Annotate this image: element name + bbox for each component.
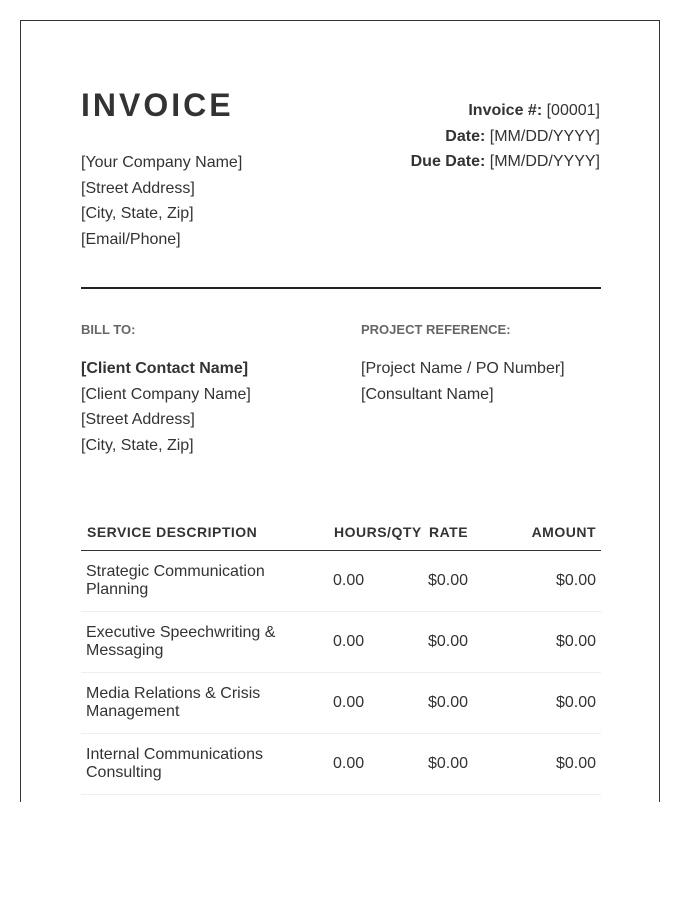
line-items-table: [81, 513, 601, 795]
bill-to-block: [81, 356, 251, 459]
table-row: [81, 673, 601, 734]
invoice-date-row: [411, 124, 600, 150]
invoice-meta: [411, 98, 600, 175]
row-description: [81, 551, 328, 612]
header-qty: HOURS/QTY: [328, 513, 423, 551]
consultant-name: [Consultant Name]: [361, 385, 494, 403]
header-divider: [81, 287, 601, 289]
row-rate: $0.00: [423, 673, 503, 734]
header-amount: AMOUNT: [503, 513, 601, 551]
company-name: [Your Company Name]: [81, 154, 243, 171]
description-line: Internal Communications: [86, 746, 263, 763]
description-line: Messaging: [86, 642, 164, 659]
invoice-date-value: [MM/DD/YYYY]: [489, 127, 600, 145]
invoice-page: [20, 20, 660, 802]
description-line: Strategic Communication: [86, 563, 265, 580]
invoice-number-value: [00001]: [546, 102, 600, 119]
invoice-number-label: Invoice #:: [468, 102, 543, 119]
table-row: [81, 734, 601, 795]
company-street: [Street Address]: [81, 179, 195, 197]
table-row: [81, 551, 601, 612]
project-reference-label: PROJECT REFERENCE:: [361, 322, 511, 337]
row-qty: 0.00: [328, 734, 423, 795]
due-date-label: Due Date:: [410, 153, 486, 171]
client-street: [Street Address]: [81, 411, 195, 429]
due-date-value: [MM/DD/YYYY]: [489, 153, 600, 171]
header-rate: RATE: [423, 513, 503, 551]
description-line: Executive Speechwriting &: [86, 624, 276, 641]
due-date-row: [411, 149, 600, 175]
project-block: [361, 356, 565, 407]
client-contact-name: [Client Contact Name]: [81, 360, 249, 377]
row-description: [81, 734, 328, 795]
project-name: [Project Name / PO Number]: [361, 360, 565, 377]
description-line: Planning: [86, 581, 149, 598]
row-amount: $0.00: [503, 551, 601, 612]
invoice-date-label: Date:: [445, 127, 486, 145]
row-qty: 0.00: [328, 673, 423, 734]
company-info: [81, 150, 242, 253]
invoice-number-row: [411, 98, 600, 124]
company-city: [City, State, Zip]: [81, 205, 194, 223]
header-description: SERVICE DESCRIPTION: [81, 513, 328, 551]
row-amount: $0.00: [503, 734, 601, 795]
row-rate: $0.00: [423, 551, 503, 612]
table-header-row: [81, 513, 601, 551]
bill-to-label: BILL TO:: [81, 322, 136, 337]
row-rate: $0.00: [423, 734, 503, 795]
row-description: [81, 673, 328, 734]
description-line: Management: [86, 703, 180, 720]
invoice-title: INVOICE: [81, 87, 234, 123]
description-line: Consulting: [86, 764, 162, 781]
client-company-name: [Client Company Name]: [81, 385, 251, 403]
row-amount: $0.00: [503, 673, 601, 734]
client-city: [City, State, Zip]: [81, 437, 194, 455]
row-qty: 0.00: [328, 612, 423, 673]
row-description: [81, 612, 328, 673]
description-line: Media Relations & Crisis: [86, 685, 261, 702]
table-row: [81, 612, 601, 673]
company-contact: [Email/Phone]: [81, 231, 181, 249]
row-rate: $0.00: [423, 612, 503, 673]
row-qty: 0.00: [328, 551, 423, 612]
row-amount: $0.00: [503, 612, 601, 673]
